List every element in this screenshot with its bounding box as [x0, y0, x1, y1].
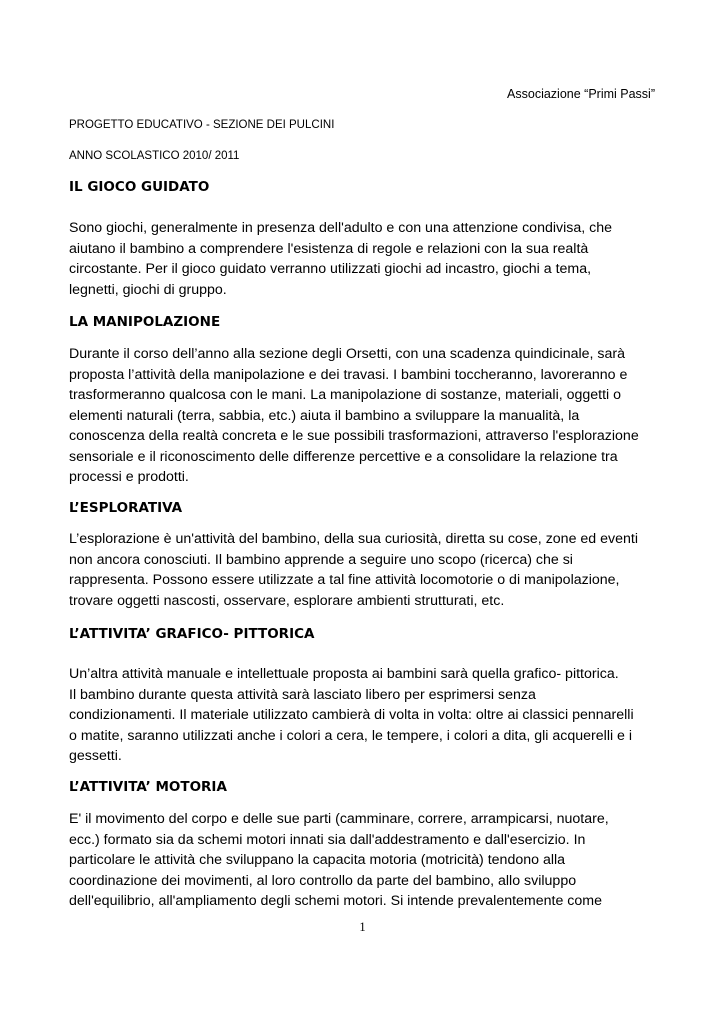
association-name: Associazione “Primi Passi” — [507, 87, 655, 101]
text-line: condizionamenti. Il materiale utilizzato cambierà di volta in volta: oltre ai classici pennarelli — [69, 707, 634, 723]
section-body-esplorativa — [69, 529, 661, 611]
text-line: legnetti, giochi di gruppo. — [69, 281, 227, 298]
school-year: ANNO SCOLASTICO 2010/ 2011 — [69, 150, 240, 162]
text-line: gessetti. — [69, 748, 122, 764]
text-line: non ancora conosciuti. Il bambino apprende a seguire uno scopo (ricerca) che si — [69, 551, 573, 568]
section-body-gioco-guidato — [69, 218, 661, 300]
text-line: rappresenta. Possono essere utilizzate a tal fine attività locomotorie o di manipolazione, — [69, 572, 620, 588]
section-title-grafico-pittorica: L’ATTIVITA’ GRAFICO- PITTORICA — [69, 626, 315, 642]
text-line: aiutano il bambino a comprendere l'esistenza di regole e relazioni con la sua realtà — [69, 240, 589, 257]
text-line: Sono giochi, generalmente in presenza dell'adulto e con una attenzione condivisa, che — [69, 220, 612, 236]
section-body-motoria — [69, 809, 661, 912]
text-line: Un’altra attività manuale e intellettuale proposta ai bambini sarà quella grafico- pittorica. — [69, 666, 619, 682]
text-line: circostante. Per il gioco guidato verranno utilizzati giochi ad incastro, giochi a tema, — [69, 261, 592, 277]
text-line: trasformeranno qualcosa con le mani. La manipolazione di sostanze, materiali, oggetti o — [69, 387, 622, 403]
section-title-motoria: L’ATTIVITA’ MOTORIA — [69, 779, 227, 795]
section-title-manipolazione: LA MANIPOLAZIONE — [69, 314, 221, 330]
section-title-esplorativa: L’ESPLORATIVA — [69, 500, 183, 516]
text-line: particolare le attività che sviluppano la capacita motoria (motricità) tendono alla — [69, 852, 566, 868]
text-line: coordinazione dei movimenti, al loro controllo da parte del bambino, allo sviluppo — [69, 872, 577, 889]
text-line: conoscenza della realtà concreta e le sue possibili trasformazioni, attraverso l'esplorazione — [69, 428, 639, 444]
text-line: Il bambino durante questa attività sarà lasciato libero per esprimersi senza — [69, 686, 536, 703]
text-line: proposta l’attività della manipolazione e dei travasi. I bambini toccheranno, lavoreranno e — [69, 366, 628, 383]
text-line: o matite, saranno utilizzati anche i colori a cera, le tempere, i colori a dita, gli acquerelli e i — [69, 727, 633, 744]
section-title-gioco-guidato: IL GIOCO GUIDATO — [69, 179, 210, 195]
section-body-manipolazione — [69, 344, 661, 488]
text-line: Durante il corso dell’anno alla sezione degli Orsetti, con una scadenza quindicinale, sarà — [69, 346, 626, 362]
section-body-grafico-pittorica — [69, 664, 661, 767]
text-line: L’esplorazione è un'attività del bambino, della sua curiosità, diretta su cose, zone ed eventi — [69, 531, 638, 547]
text-line: elementi naturali (terra, sabbia, etc.) aiuta il bambino a sviluppare la manualità, la — [69, 407, 580, 424]
text-line: sensoriale e il riconoscimento delle differenze percettive e a consolidare la relazione tra — [69, 448, 618, 465]
page-number: 1 — [359, 920, 366, 934]
text-line: trovare oggetti nascosti, osservare, esplorare ambienti strutturati, etc. — [69, 592, 505, 609]
text-line: E' il movimento del corpo e delle sue parti (camminare, correre, arrampicarsi, nuotare, — [69, 811, 609, 827]
text-line: ecc.) formato sia da schemi motori innati sia dall'addestramento e dall'esercizio. In — [69, 831, 586, 848]
text-line: dell'equilibrio, all'ampliamento degli schemi motori. Si intende prevalentemente come — [69, 893, 602, 909]
text-line: processi e prodotti. — [69, 469, 189, 485]
project-title: PROGETTO EDUCATIVO - SEZIONE DEI PULCINI — [69, 119, 335, 131]
